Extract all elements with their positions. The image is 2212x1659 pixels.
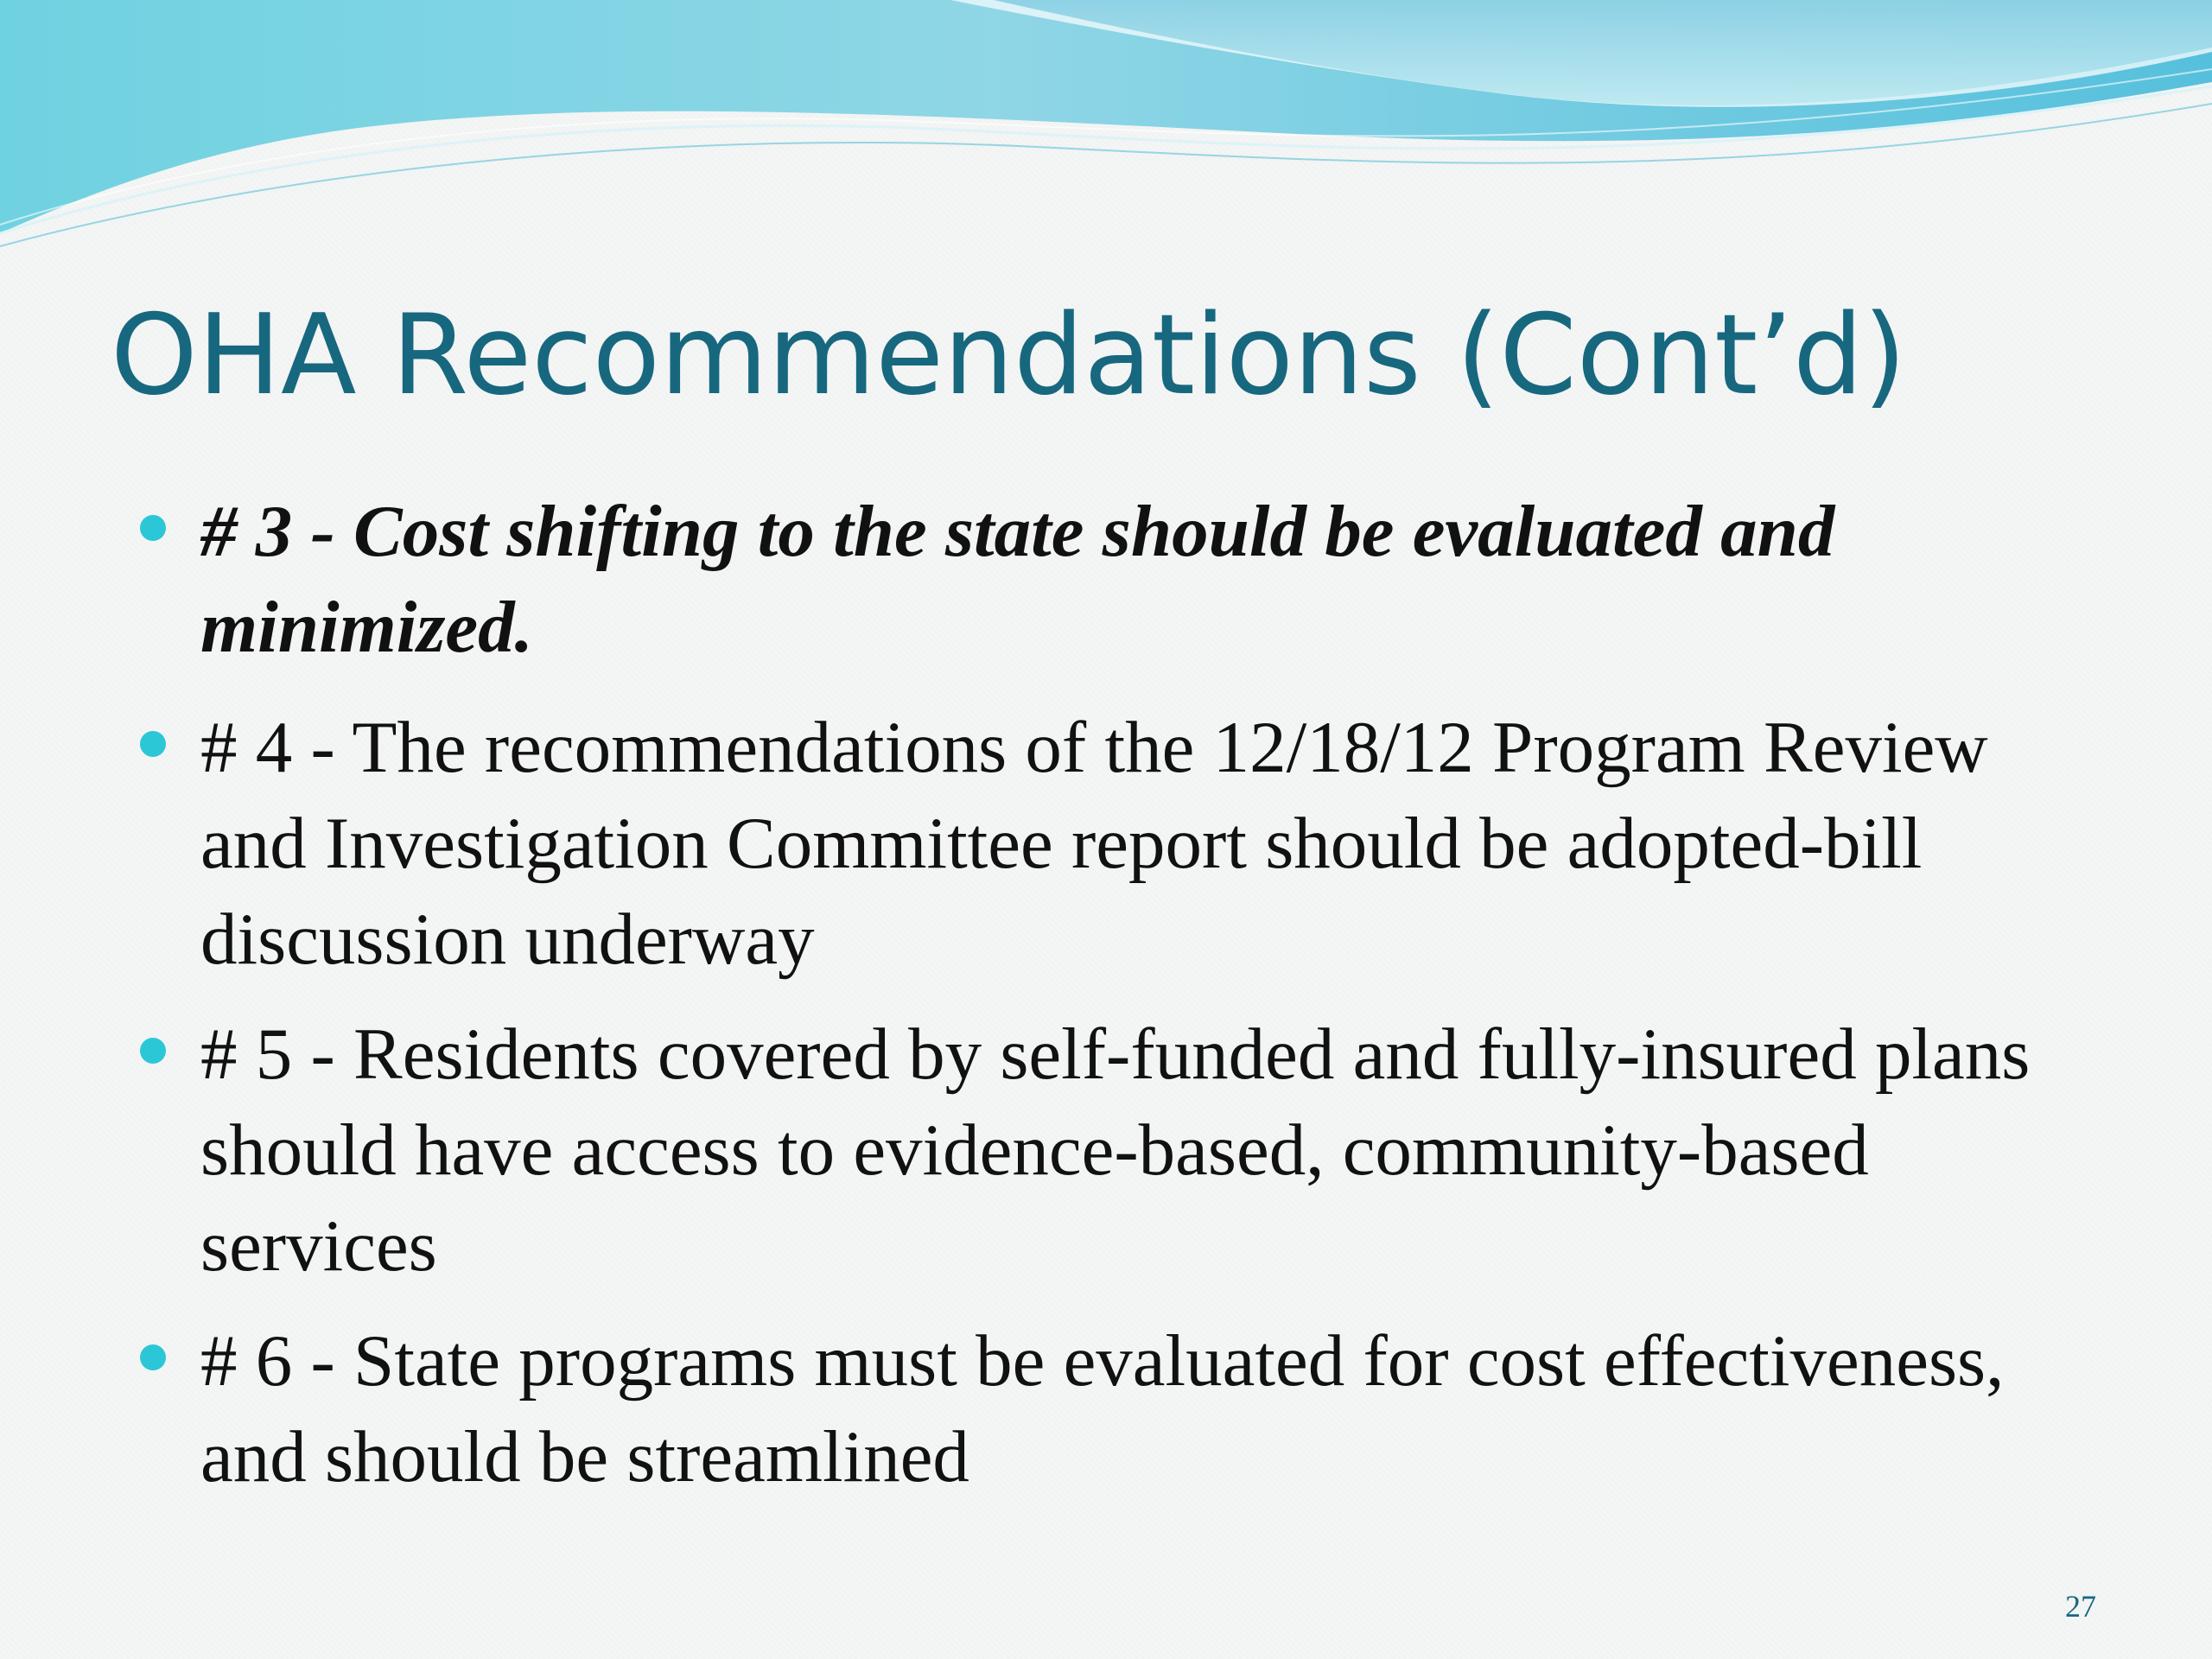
bullet-dot-icon	[140, 515, 166, 541]
bullet-item	[138, 1313, 2082, 1505]
header-wave-decoration	[0, 0, 2212, 259]
page-number: 27	[2065, 1589, 2096, 1624]
bullet-dot-icon	[140, 1038, 166, 1064]
bullet-text: # 5 - Residents covered by self-funded and fully-insured plans should have access to evidence-based, community-based services	[200, 1014, 2031, 1287]
bullet-item	[138, 1007, 2082, 1294]
bullet-list	[138, 484, 2082, 1522]
bullet-dot-icon	[140, 731, 166, 757]
bullet-dot-icon	[140, 1344, 166, 1370]
bullet-text: # 3 - Cost shifting to the state should be evaluated and minimized.	[200, 491, 1835, 668]
bullet-item	[138, 484, 2082, 676]
bullet-text: # 4 - The recommendations of the 12/18/12 Program Review and Investigation Committee report should be adopted-bill discussion underway	[200, 707, 1988, 980]
bullet-item	[138, 700, 2082, 988]
slide-title: OHA Recommendations (Cont’d)	[111, 291, 1907, 420]
bullet-text: # 6 - State programs must be evaluated for cost effectiveness, and should be streamlined	[200, 1320, 2005, 1497]
